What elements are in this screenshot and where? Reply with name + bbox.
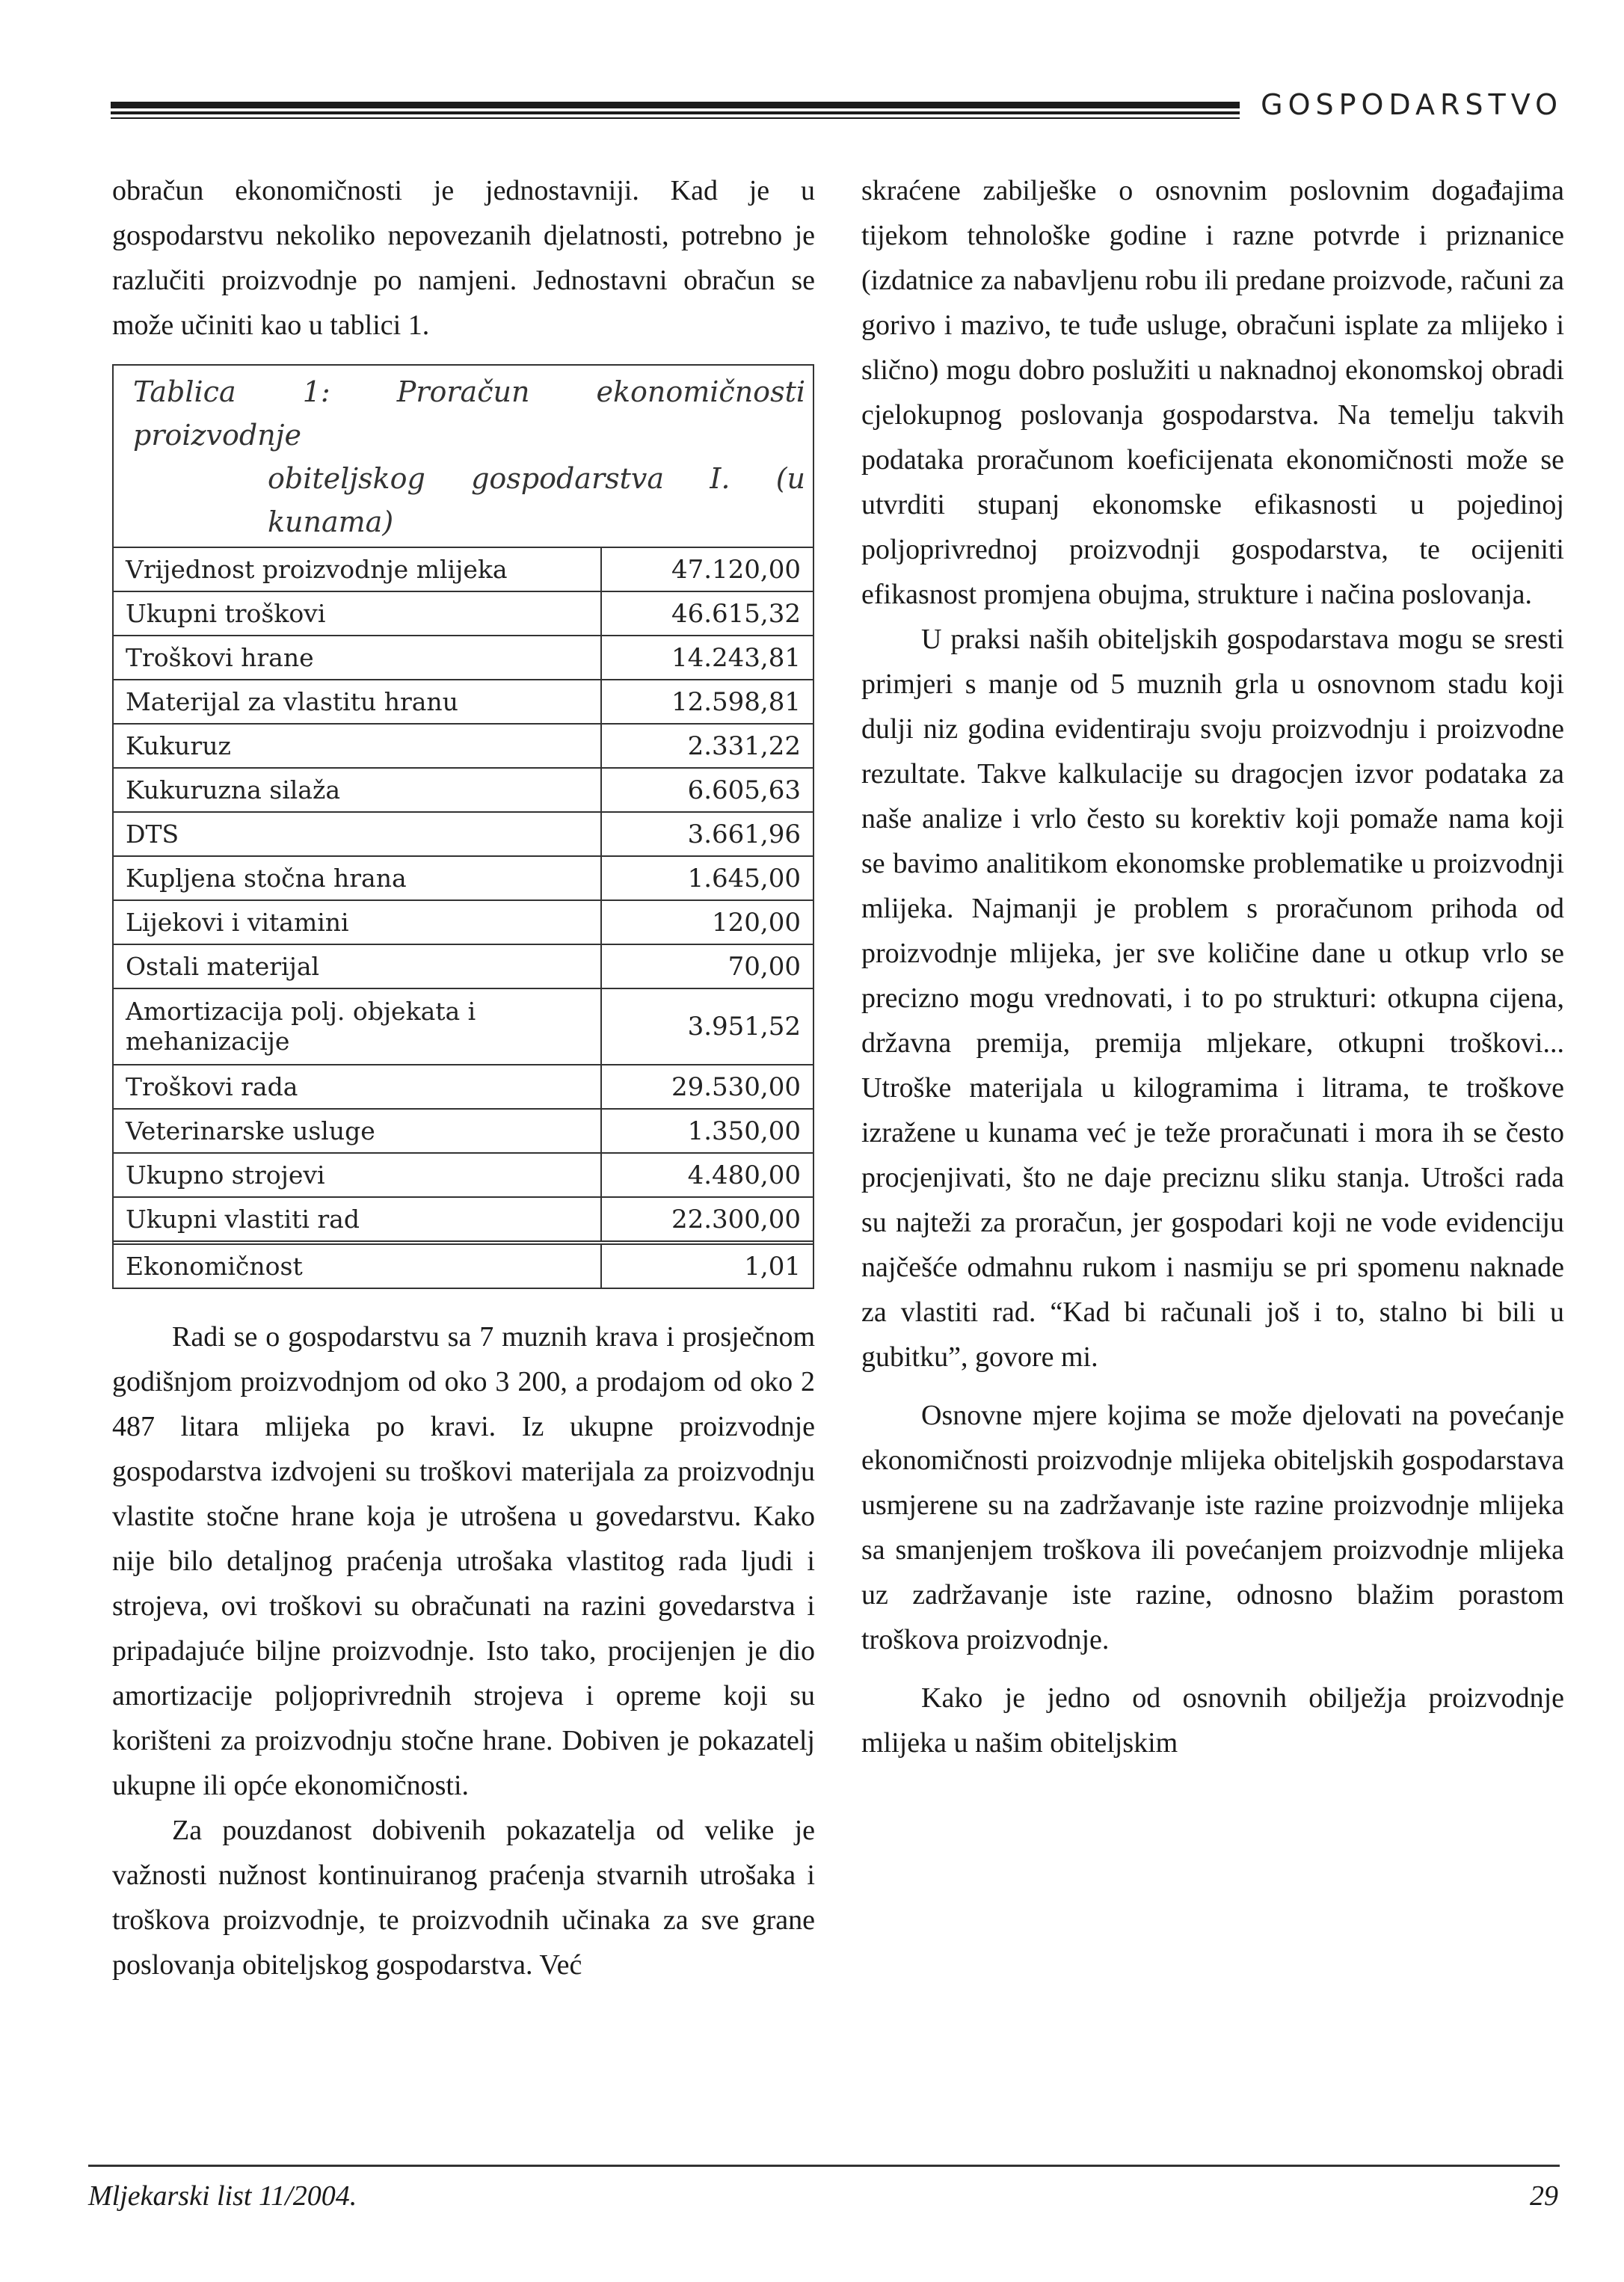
table-row bbox=[114, 988, 813, 1065]
row-value: 47.120,00 bbox=[601, 547, 813, 591]
table-row bbox=[114, 1109, 813, 1153]
row-label: Ukupni troškovi bbox=[114, 591, 601, 636]
table-row bbox=[114, 1243, 813, 1288]
table-body bbox=[114, 547, 813, 1288]
cost-table bbox=[112, 364, 814, 1289]
row-label: Vrijednost proizvodnje mlijeka bbox=[114, 547, 601, 591]
page-number: 29 bbox=[1530, 2180, 1558, 2212]
table-caption-line2: obiteljskog gospodarstva I. (u kunama) bbox=[268, 462, 805, 538]
table-row bbox=[114, 636, 813, 680]
row-value: 3.661,96 bbox=[601, 812, 813, 856]
row-value: 12.598,81 bbox=[601, 680, 813, 724]
row-label: Kukuruz bbox=[114, 724, 601, 768]
row-value: 3.951,52 bbox=[601, 988, 813, 1065]
row-label: Materijal za vlastitu hranu bbox=[114, 680, 601, 724]
row-value: 6.605,63 bbox=[601, 768, 813, 812]
row-label: Amortizacija polj. objekata i mehanizacije bbox=[114, 988, 601, 1065]
row-label: Lijekovi i vitamini bbox=[114, 900, 601, 944]
row-label: DTS bbox=[114, 812, 601, 856]
row-value: 1.350,00 bbox=[601, 1109, 813, 1153]
table-row bbox=[114, 1065, 813, 1109]
row-value: 1,01 bbox=[601, 1243, 813, 1288]
right-paragraph-2: U praksi naših obiteljskih gospodarstava mogu se sresti primjeri s manje od 5 muznih grla u osnovnom stadu koji dulji niz godina evidentiraju svoju proizvodnju i proizvodne rezultate. Takve kalkulacije su dragocjen izvor podataka za naše analize i vrlo često su korektiv koji pomaže nama koji se bavimo analitikom ekonomske problematike u proizvodnji mlijeka. Najmanji je problem s proračunom prihoda od proizvodnje mlijeka, jer sve količine dane u otkup vrlo se precizno mogu vrednovati, i to po strukturi: otkupna cijena, državna premija, premija mljekare, otkupni troškovi... Utroške materijala u kilogramima i litrama, te troškove izražene u kunama već je teže proračunati i mora ih se često procjenjivati, što ne daje preciznu sliku stanja. Utrošci rada su najteži za proračun, jer gospodari koji ne vode evidenciju najčešće odmahnu rukom i nasmiju se pri spomenu naknade za vlastiti rad. “Kad bi računali još i to, stalno bi bili u gubitku”, govore mi. bbox=[861, 624, 1564, 1373]
table-row bbox=[114, 900, 813, 944]
right-paragraph-4: Kako je jedno od osnovnih obilježja proizvodnje mlijeka u našim obiteljskim bbox=[861, 1682, 1564, 1759]
section-title: GOSPODARSTVO bbox=[1261, 88, 1563, 121]
row-label: Troškovi rada bbox=[114, 1065, 601, 1109]
row-value: 70,00 bbox=[601, 944, 813, 988]
journal-name: Mljekarski list 11/2004. bbox=[88, 2180, 357, 2212]
footer-rule bbox=[88, 2165, 1560, 2167]
table-caption-line1: Tablica 1: Proračun ekonomičnosti proizvodnje bbox=[133, 375, 805, 452]
row-label: Ostali materijal bbox=[114, 944, 601, 988]
table-caption bbox=[114, 366, 813, 547]
row-value: 46.615,32 bbox=[601, 591, 813, 636]
left-paragraph-1: Radi se o gospodarstvu sa 7 muznih krava i prosječnom godišnjom proizvodnjom od oko 3 200, a prodajom od oko 2 487 litara mlijeka po kravi. Iz ukupne proizvodnje gospodarstva izdvojeni su troškovi materijala za proizvodnju vlastite stočne hrane koja je utrošena u govedarstvu. Kako nije bilo detaljnog praćenja utrošaka vlastitog rada ljudi i strojeva, ovi troškovi su obračunati na razini govedarstva i pripadajuće biljne proizvodnje. Isto tako, procijenjen je dio amortizacije poljoprivrednih strojeva i opreme koji su korišteni za proizvodnju stočne hrane. Dobiven je pokazatelj ukupne ili opće ekonomičnosti. bbox=[112, 1321, 815, 1801]
table-row bbox=[114, 591, 813, 636]
left-paragraph-2: Za pouzdanost dobivenih pokazatelja od velike je važnosti nužnost kontinuiranog praćenja stvarnih utrošaka i troškova proizvodnje, te proizvodnih učinaka za sve grane poslovanja obiteljskog gospodarstva. Već bbox=[112, 1815, 815, 1981]
row-label: Ekonomičnost bbox=[114, 1243, 601, 1288]
row-label: Ukupni vlastiti rad bbox=[114, 1197, 601, 1243]
row-value: 14.243,81 bbox=[601, 636, 813, 680]
row-value: 29.530,00 bbox=[601, 1065, 813, 1109]
right-column bbox=[861, 168, 1564, 1765]
row-value: 4.480,00 bbox=[601, 1153, 813, 1197]
table-row bbox=[114, 768, 813, 812]
row-label: Troškovi hrane bbox=[114, 636, 601, 680]
row-label: Veterinarske usluge bbox=[114, 1109, 601, 1153]
table-row bbox=[114, 547, 813, 591]
table-row bbox=[114, 724, 813, 768]
table-row bbox=[114, 812, 813, 856]
table-row bbox=[114, 1197, 813, 1243]
row-value: 2.331,22 bbox=[601, 724, 813, 768]
row-value: 1.645,00 bbox=[601, 856, 813, 900]
right-paragraph-3: Osnovne mjere kojima se može djelovati na povećanje ekonomičnosti proizvodnje mlijeka obiteljskih gospodarstava usmjerene su na zadržavanje iste razine proizvodnje mlijeka sa smanjenjem troškova ili povećanjem proizvodnje mlijeka uz zadržavanje iste razine, odnosno blažim porastom troškova proizvodnje. bbox=[861, 1400, 1564, 1655]
intro-paragraph: obračun ekonomičnosti je jednostavniji. Kad je u gospodarstvu nekoliko nepovezanih djelatnosti, potrebno je razlučiti proizvodnje po namjeni. Jednostavni obračun se može učiniti kao u tablici 1. bbox=[112, 175, 815, 341]
table-row bbox=[114, 856, 813, 900]
row-label: Kukuruzna silaža bbox=[114, 768, 601, 812]
row-value: 120,00 bbox=[601, 900, 813, 944]
row-value: 22.300,00 bbox=[601, 1197, 813, 1243]
row-label: Ukupno strojevi bbox=[114, 1153, 601, 1197]
table-row bbox=[114, 1153, 813, 1197]
left-column bbox=[112, 168, 815, 1987]
row-label: Kupljena stočna hrana bbox=[114, 856, 601, 900]
header-rule bbox=[111, 102, 1240, 127]
table-row bbox=[114, 944, 813, 988]
table-row bbox=[114, 680, 813, 724]
right-paragraph-1: skraćene zabilješke o osnovnim poslovnim događajima tijekom tehnološke godine i razne potvrde i priznanice (izdatnice za nabavljenu robu ili predane proizvode, računi za gorivo i mazivo, te tuđe usluge, obračuni isplate za mlijeko i slično) mogu dobro poslužiti u naknadnoj ekonomskoj obradi cjelokupnog poslovanja gospodarstva. Na temelju takvih podataka proračunom koeficijenata ekonomičnosti može se utvrditi stupanj ekonomske efikasnosti u pojedinoj poljoprivrednoj proizvodnji gospodarstva, te ocijeniti efikasnost promjena obujma, strukture i načina poslovanja. bbox=[861, 175, 1564, 610]
